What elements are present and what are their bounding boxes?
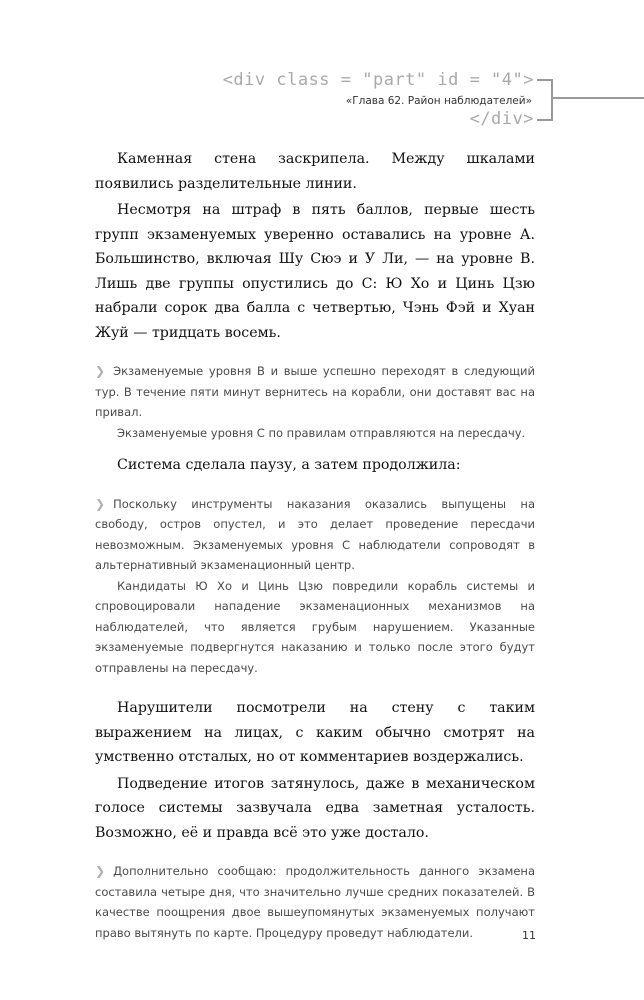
system-line: Экзаменуемые уровня В и выше успешно переходят в следующий тур. В течение пяти минут вернитесь на корабли, они доставят вас на привал. xyxy=(95,364,535,419)
paragraph: Каменная стена заскрипела. Между шкалами появились разделительные линии. xyxy=(95,151,535,192)
page-number: 11 xyxy=(522,929,536,942)
header-bracket xyxy=(537,79,553,121)
system-line: Поскольку инструменты наказания оказались выпущены на свободу, остров опустел, и это делает проведение пересдачи невозможным. Экзаменуемых уровня С наблюдатели сопроводят в альтернативный экзаменационный центр. xyxy=(95,496,535,572)
header-rule xyxy=(553,97,644,99)
system-line: Экзаменуемые уровня С по правилам отправляются на пересдачу. xyxy=(117,425,526,440)
system-line: Кандидаты Ю Хо и Цинь Цзю повредили корабль системы и спровоцировали нападение экзаменационных механизмов на наблюдателей, что является грубым нарушением. Указанные экзаменуемые подвергнутся наказанию и только после этого будут отправлены на пересдачу. xyxy=(95,578,535,675)
chapter-title: «Глава 62. Район наблюдателей» xyxy=(345,95,532,107)
paragraph: Нарушители посмотрели на стену с таким выражением на лицах, с каким обычно смотрят на умственно отсталых, но от комментариев воздержались. xyxy=(95,700,535,765)
chevron-right-icon: ❯ xyxy=(95,364,106,378)
paragraph: Несмотря на штраф в пять баллов, первые шесть групп экзаменуемых уверенно оставались на уровне А. Большинство, включая Шу Сюэ и У Ли, — на уровне В. Лишь две группы опустились до С: Ю Хо и Цинь Цзю набрали сорок два балла с четвертью, Чэнь Фэй и Хуан Жуй — тридцать восемь. xyxy=(95,202,535,341)
page-body xyxy=(95,147,535,943)
system-line: Дополнительно сообщаю: продолжительность данного экзамена составила четыре дня, что значительно лучше средних показателей. В качестве поощрения двое вышеупомянутых экзаменуемых получают право вытянуть по карте. Процедуру проведут наблюдатели. xyxy=(95,864,535,940)
system-message xyxy=(95,361,535,443)
code-open-tag: <div class = "part" id = "4"> xyxy=(222,70,534,90)
chevron-right-icon: ❯ xyxy=(95,864,106,878)
paragraph: Система сделала паузу, а затем продолжила: xyxy=(117,457,461,473)
paragraph: Подведение итогов затянулось, даже в механическом голосе системы зазвучала едва заметная усталость. Возможно, её и правда всё это уже достало. xyxy=(95,775,535,841)
chapter-header xyxy=(0,0,644,140)
system-message xyxy=(95,861,535,943)
code-close-tag: </div> xyxy=(469,109,534,129)
chevron-right-icon: ❯ xyxy=(95,496,106,511)
system-message xyxy=(95,494,535,679)
